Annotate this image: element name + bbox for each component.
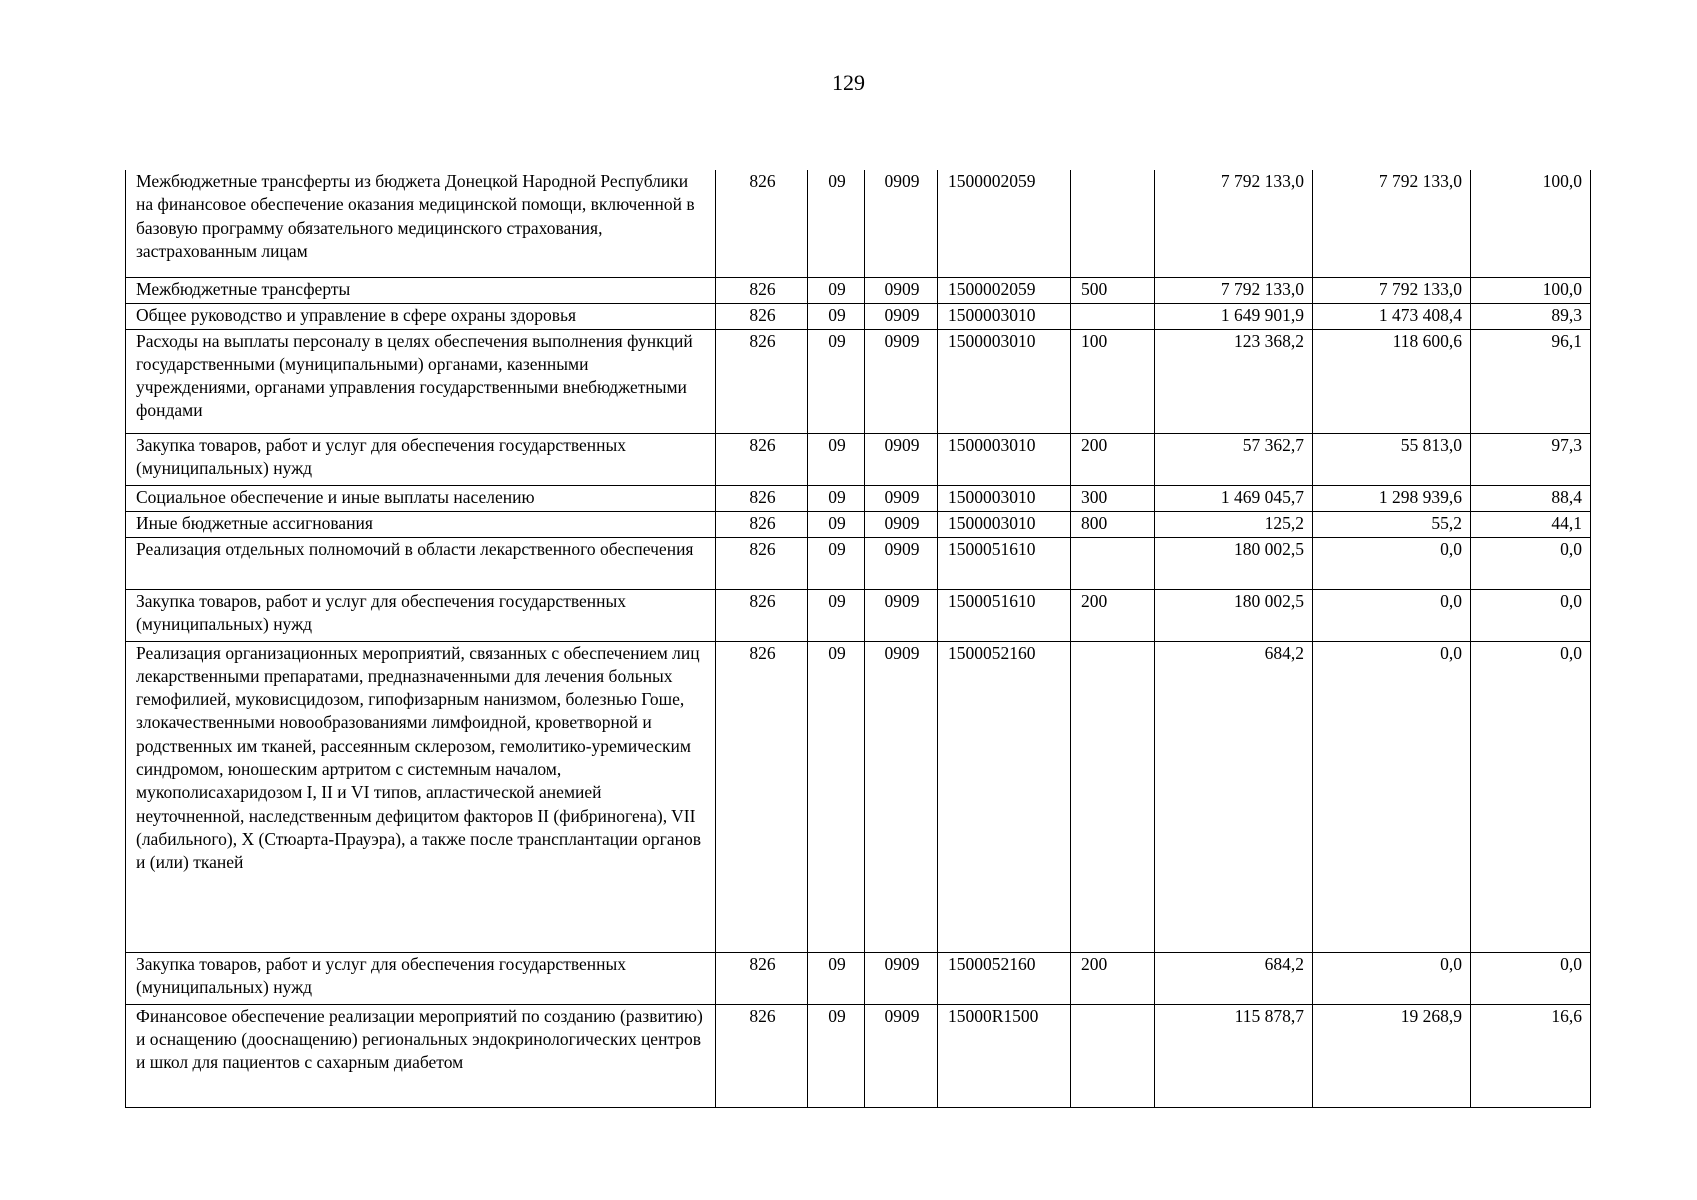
row-csr: 1500002059 xyxy=(938,277,1071,303)
row-rz: 09 xyxy=(808,485,865,511)
row-fact: 1 473 408,4 xyxy=(1313,303,1471,329)
row-csr: 1500002059 xyxy=(938,170,1071,277)
row-pct: 0,0 xyxy=(1471,589,1591,641)
row-ved: 826 xyxy=(716,303,808,329)
table-row xyxy=(126,641,1591,952)
row-ved: 826 xyxy=(716,277,808,303)
row-pr: 0909 xyxy=(865,589,938,641)
row-ved: 826 xyxy=(716,433,808,485)
row-pct: 44,1 xyxy=(1471,511,1591,537)
row-csr: 1500003010 xyxy=(938,329,1071,433)
row-name: Закупка товаров, работ и услуг для обеспечения государственных (муниципальных) нужд xyxy=(126,589,716,641)
row-vr: 200 xyxy=(1071,589,1155,641)
page-number: 129 xyxy=(832,70,865,95)
row-plan: 7 792 133,0 xyxy=(1155,277,1313,303)
row-pct: 100,0 xyxy=(1471,277,1591,303)
row-ved: 826 xyxy=(716,537,808,589)
row-vr xyxy=(1071,537,1155,589)
row-name: Общее руководство и управление в сфере охраны здоровья xyxy=(126,303,716,329)
row-plan: 115 878,7 xyxy=(1155,1004,1313,1107)
row-plan: 57 362,7 xyxy=(1155,433,1313,485)
row-fact: 0,0 xyxy=(1313,537,1471,589)
row-pr: 0909 xyxy=(865,433,938,485)
row-csr: 1500003010 xyxy=(938,485,1071,511)
table-row xyxy=(126,277,1591,303)
row-name: Финансовое обеспечение реализации мероприятий по созданию (развитию) и оснащению (дооснащению) региональных эндокринологических центров и школ для пациентов с сахарным диабетом xyxy=(126,1004,716,1107)
row-plan: 180 002,5 xyxy=(1155,589,1313,641)
row-csr: 15000R1500 xyxy=(938,1004,1071,1107)
row-name: Закупка товаров, работ и услуг для обеспечения государственных (муниципальных) нужд xyxy=(126,952,716,1004)
table-row xyxy=(126,170,1591,277)
row-ved: 826 xyxy=(716,641,808,952)
row-name: Расходы на выплаты персоналу в целях обеспечения выполнения функций государственными (муниципальными) органами, казенными учреждениями, органами управления государственными внебюджетными фондами xyxy=(126,329,716,433)
row-vr xyxy=(1071,170,1155,277)
row-ved: 826 xyxy=(716,329,808,433)
row-pct: 97,3 xyxy=(1471,433,1591,485)
row-plan: 684,2 xyxy=(1155,952,1313,1004)
row-name: Межбюджетные трансферты из бюджета Донецкой Народной Республики на финансовое обеспечение оказания медицинской помощи, включенной в базовую программу обязательного медицинского страхования, застрахованным лицам xyxy=(126,170,716,277)
row-vr: 200 xyxy=(1071,433,1155,485)
row-fact: 7 792 133,0 xyxy=(1313,170,1471,277)
row-ved: 826 xyxy=(716,511,808,537)
row-pct: 100,0 xyxy=(1471,170,1591,277)
row-pr: 0909 xyxy=(865,303,938,329)
row-name: Реализация отдельных полномочий в области лекарственного обеспечения xyxy=(126,537,716,589)
row-rz: 09 xyxy=(808,170,865,277)
row-plan: 1 469 045,7 xyxy=(1155,485,1313,511)
row-fact: 19 268,9 xyxy=(1313,1004,1471,1107)
row-csr: 1500003010 xyxy=(938,303,1071,329)
row-name: Реализация организационных мероприятий, связанных с обеспечением лиц лекарственными препаратами, предназначенными для лечения больных гемофилией, муковисцидозом, гипофизарным нанизмом, болезнью Гоше, злокачественными новообразованиями лимфоидной, кроветворной и родственных им тканей, рассеянным склерозом, гемолитико-уремическим синдромом, юношеским артритом с системным началом, мукополисахаридозом I, II и VI типов, апластической анемией неуточненной, наследственным дефицитом факторов II (фибриногена), VII (лабильного), X (Стюарта-Прауэра), а также после трансплантации органов и (или) тканей xyxy=(126,641,716,952)
row-fact: 0,0 xyxy=(1313,952,1471,1004)
row-plan: 123 368,2 xyxy=(1155,329,1313,433)
row-vr xyxy=(1071,641,1155,952)
row-vr xyxy=(1071,303,1155,329)
row-name: Социальное обеспечение и иные выплаты населению xyxy=(126,485,716,511)
table-row xyxy=(126,329,1591,433)
row-pr: 0909 xyxy=(865,170,938,277)
row-fact: 1 298 939,6 xyxy=(1313,485,1471,511)
row-csr: 1500051610 xyxy=(938,537,1071,589)
row-plan: 180 002,5 xyxy=(1155,537,1313,589)
table-row xyxy=(126,303,1591,329)
row-ved: 826 xyxy=(716,485,808,511)
row-ved: 826 xyxy=(716,1004,808,1107)
row-pct: 0,0 xyxy=(1471,952,1591,1004)
row-name: Межбюджетные трансферты xyxy=(126,277,716,303)
row-vr: 200 xyxy=(1071,952,1155,1004)
row-fact: 55 813,0 xyxy=(1313,433,1471,485)
table-row xyxy=(126,537,1591,589)
row-rz: 09 xyxy=(808,433,865,485)
row-vr: 300 xyxy=(1071,485,1155,511)
row-csr: 1500003010 xyxy=(938,433,1071,485)
row-rz: 09 xyxy=(808,329,865,433)
row-pr: 0909 xyxy=(865,537,938,589)
table-row xyxy=(126,433,1591,485)
row-vr xyxy=(1071,1004,1155,1107)
row-pr: 0909 xyxy=(865,277,938,303)
row-plan: 7 792 133,0 xyxy=(1155,170,1313,277)
row-csr: 1500051610 xyxy=(938,589,1071,641)
row-pct: 16,6 xyxy=(1471,1004,1591,1107)
row-name: Закупка товаров, работ и услуг для обеспечения государственных (муниципальных) нужд xyxy=(126,433,716,485)
row-pct: 96,1 xyxy=(1471,329,1591,433)
row-plan: 1 649 901,9 xyxy=(1155,303,1313,329)
row-fact: 55,2 xyxy=(1313,511,1471,537)
row-plan: 684,2 xyxy=(1155,641,1313,952)
row-rz: 09 xyxy=(808,952,865,1004)
table-row xyxy=(126,1004,1591,1107)
row-vr: 800 xyxy=(1071,511,1155,537)
budget-table xyxy=(125,170,1591,1108)
row-rz: 09 xyxy=(808,589,865,641)
row-vr: 100 xyxy=(1071,329,1155,433)
row-pct: 0,0 xyxy=(1471,537,1591,589)
row-pr: 0909 xyxy=(865,1004,938,1107)
row-fact: 0,0 xyxy=(1313,589,1471,641)
row-rz: 09 xyxy=(808,641,865,952)
row-pr: 0909 xyxy=(865,952,938,1004)
row-ved: 826 xyxy=(716,952,808,1004)
table-row xyxy=(126,511,1591,537)
row-csr: 1500052160 xyxy=(938,952,1071,1004)
row-fact: 118 600,6 xyxy=(1313,329,1471,433)
row-pr: 0909 xyxy=(865,641,938,952)
table-row xyxy=(126,589,1591,641)
row-name: Иные бюджетные ассигнования xyxy=(126,511,716,537)
row-fact: 0,0 xyxy=(1313,641,1471,952)
row-rz: 09 xyxy=(808,537,865,589)
row-ved: 826 xyxy=(716,170,808,277)
row-pct: 88,4 xyxy=(1471,485,1591,511)
row-csr: 1500003010 xyxy=(938,511,1071,537)
row-plan: 125,2 xyxy=(1155,511,1313,537)
row-pr: 0909 xyxy=(865,329,938,433)
row-pr: 0909 xyxy=(865,485,938,511)
row-vr: 500 xyxy=(1071,277,1155,303)
table-row xyxy=(126,485,1591,511)
row-csr: 1500052160 xyxy=(938,641,1071,952)
row-rz: 09 xyxy=(808,277,865,303)
row-rz: 09 xyxy=(808,303,865,329)
row-pr: 0909 xyxy=(865,511,938,537)
table-row xyxy=(126,952,1591,1004)
row-ved: 826 xyxy=(716,589,808,641)
row-fact: 7 792 133,0 xyxy=(1313,277,1471,303)
row-pct: 0,0 xyxy=(1471,641,1591,952)
row-rz: 09 xyxy=(808,1004,865,1107)
row-pct: 89,3 xyxy=(1471,303,1591,329)
row-rz: 09 xyxy=(808,511,865,537)
